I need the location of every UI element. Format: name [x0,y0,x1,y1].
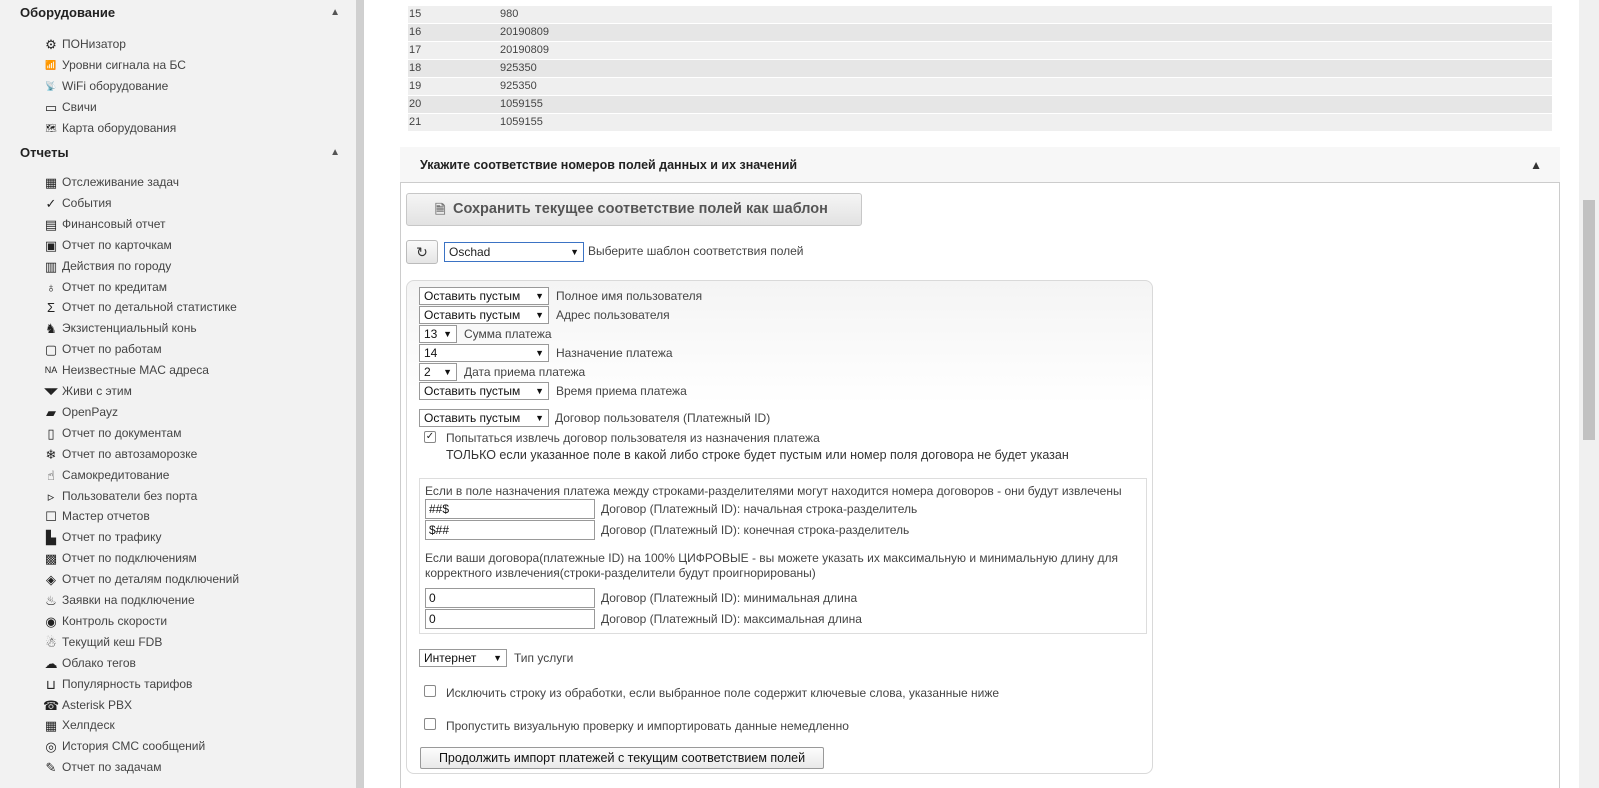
sidebar-item-label: WiFi оборудование [62,79,169,93]
connections-icon: ▩ [44,551,58,567]
table-row [408,42,1552,59]
extract-intro-text: Если в поле назначения платежа между строками-разделителями могут находится номера договоров - они будут извлечены [425,484,1122,498]
sidebar-item[interactable] [0,632,356,653]
field-value-cell: 925350 [500,80,537,92]
field-mapping-value: 13 [424,327,438,341]
sidebar-item-label: Хелпдеск [62,718,115,733]
sidebar-section-header[interactable] [0,141,364,165]
service-type-value: Интернет [424,651,477,665]
check-circle-icon: ✓ [45,195,57,211]
city-icon: ▥ [44,258,58,274]
sidebar-item[interactable] [0,486,356,507]
collapse-up-icon[interactable]: ▲ [330,7,340,18]
save-template-button[interactable] [406,193,862,226]
sidebar-item[interactable] [0,527,356,548]
sidebar-item-label: Действия по городу [62,258,172,273]
sidebar-item-label: Пользователи без порта [62,488,198,503]
save-template-icon: 🗎 [435,202,446,217]
sidebar-item[interactable] [0,590,356,611]
field-mapping-value: Оставить пустым [424,289,521,303]
field-mapping-select[interactable] [419,363,457,381]
play-icon: ▹ [47,488,55,504]
continue-import-button[interactable]: Продолжить импорт платежей с текущим соответствием полей [420,747,824,769]
template-select[interactable] [444,242,584,262]
sidebar-item[interactable] [0,172,356,193]
cards-icon: ▣ [44,237,58,253]
start-delimiter-label: Договор (Платежный ID): начальная строка-разделитель [601,502,918,516]
field-value-cell: 925350 [500,62,537,74]
sidebar-item[interactable] [0,548,356,569]
car-icon: ▙ [46,530,56,546]
sidebar-item[interactable] [0,76,356,97]
sidebar-item-label: Экзистенциальный конь [62,321,197,336]
dropdown-arrow-icon: ▼ [535,413,544,423]
dropdown-arrow-icon: ▼ [535,310,544,320]
table-row [408,24,1552,41]
min-length-input[interactable]: 0 [425,588,595,608]
table-row [408,78,1552,95]
field-mapping-value: 2 [424,365,431,379]
sidebar-item-label: Текущий кеш FDB [62,634,163,649]
extract-contract-label: Попытаться извлечь договор пользователя из назначения платежа [446,431,820,445]
sidebar-item[interactable] [0,569,356,590]
main-scrollbar[interactable] [1579,0,1599,788]
mapping-header-title: Укажите соответствие номеров полей данных и их значений [420,158,798,172]
finance-chart-icon: ▤ [44,216,58,232]
sidebar-item[interactable] [0,757,356,778]
helpdesk-icon: ▦ [44,718,58,734]
sidebar-item[interactable] [0,674,356,695]
field-mapping-value: Оставить пустым [424,384,521,398]
sunglasses-icon: ◥◤ [44,386,58,396]
sidebar-item-label: Отчет по работам [62,342,162,357]
field-number-cell: 17 [409,44,422,56]
sidebar-item-label: ПОНизатор [62,37,126,51]
field-value-cell: 20190809 [500,26,549,38]
dropdown-arrow-icon: ▼ [535,291,544,301]
field-mapping-label: Время приема платежа [556,384,687,398]
template-select-label: Выберите шаблон соответствия полей [588,244,804,258]
table-row [408,60,1552,77]
extract-contract-note: ТОЛЬКО если указанное поле в какой либо строке будет пустым или номер поля договора не будет указан [446,448,1069,462]
sidebar-item-label: Отчет по деталям подключений [62,572,240,587]
sidebar-item-label: Отчет по подключениям [62,551,197,566]
sms-icon: ◎ [45,739,57,755]
exclude-rows-checkbox[interactable] [424,685,436,697]
field-mapping-value: 14 [424,346,438,360]
refresh-template-button[interactable] [406,240,438,264]
sidebar-item[interactable] [0,34,356,55]
field-mapping-label: Дата приема платежа [464,365,586,379]
basket-icon: ⊔ [45,676,57,692]
field-mapping-label: Полное имя пользователя [556,289,703,303]
sidebar-item-label: Неизвестные MAC адреса [62,363,209,378]
max-length-input[interactable]: 0 [425,609,595,629]
field-mapping-select[interactable] [419,344,549,362]
horse-icon: ♞ [45,321,57,337]
field-mapping-label: Назначение платежа [556,346,673,360]
sidebar-section-title: Отчеты [20,145,69,160]
table-row [408,96,1552,113]
table-row [408,6,1552,23]
dropdown-arrow-icon: ▼ [493,653,502,663]
main-scrollbar-thumb[interactable] [1583,200,1595,440]
field-number-cell: 16 [409,26,422,38]
sidebar-item-label: Самокредитование [62,467,170,482]
sidebar-item-label: Популярность тарифов [62,676,193,691]
max-length-label: Договор (Платежный ID): максимальная длина [601,612,862,626]
dropdown-arrow-icon: ▼ [443,367,452,377]
sidebar-item[interactable] [0,506,356,527]
field-number-cell: 19 [409,80,422,92]
template-select-value: Oschad [449,245,491,259]
sidebar-item-label: Мастер отчетов [62,509,150,524]
tag-icon: ◈ [46,572,56,588]
cloud-icon: ☁ [44,655,58,671]
field-number-cell: 21 [409,116,422,128]
collapse-up-icon[interactable]: ▲ [330,147,340,158]
sidebar-item-label: Живи с этим [62,384,132,398]
service-type-select[interactable] [419,649,507,667]
documents-icon: ▯ [47,425,55,441]
sidebar-item[interactable] [0,297,356,318]
extract-contract-checkbox[interactable]: ✓ [425,431,435,442]
sidebar-item[interactable] [0,118,356,139]
dropdown-arrow-icon: ▼ [570,247,579,257]
pon-icon: ⚙ [45,37,57,52]
snowflake-icon: ❄ [45,446,57,462]
sidebar-section-header[interactable] [0,1,364,25]
sidebar-item-label: Свичи [62,100,97,114]
field-mapping-label: Адрес пользователя [556,308,670,322]
sidebar-item[interactable] [0,465,356,486]
sidebar-item-label: События [62,195,112,210]
save-template-label: Сохранить текущее соответствие полей как шаблон [453,201,828,217]
sidebar-item-label: Отчет по задачам [62,760,162,775]
sidebar-item[interactable] [0,715,356,736]
sidebar-item[interactable] [0,402,356,423]
field-value-cell: 1059155 [500,116,543,128]
field-mapping-value: Оставить пустым [424,308,521,322]
sidebar-item[interactable] [0,611,356,632]
extract-settings-box [419,478,1147,634]
sidebar-item[interactable] [0,277,356,298]
sidebar-item[interactable] [0,736,356,757]
field-number-cell: 20 [409,98,422,110]
sidebar-item[interactable] [0,423,356,444]
skip-check-label: Пропустить визуальную проверку и импортировать данные немедленно [446,719,849,733]
sidebar-item[interactable] [0,97,356,118]
sidebar-item[interactable] [0,235,356,256]
sidebar-scrollbar[interactable] [356,0,364,788]
sidebar-item-label: Заявки на подключение [62,593,195,607]
field-number-cell: 15 [409,8,422,20]
sigma-icon: Σ [46,300,56,316]
sidebar-item[interactable] [0,318,356,339]
skip-check-checkbox[interactable] [424,718,436,730]
wallet-icon: ▰ [46,404,56,420]
sidebar-item[interactable] [0,381,356,402]
sidebar [0,0,364,788]
end-delimiter-input[interactable]: $## [425,520,595,540]
credit-icon: ♁ [46,279,56,295]
sidebar-item-label: Отчет по трафику [62,530,162,545]
switch-icon: ▭ [44,100,58,115]
collapse-up-icon[interactable]: ▲ [1530,158,1542,172]
sidebar-item[interactable] [0,256,356,277]
field-value-cell: 20190809 [500,44,549,56]
dropdown-arrow-icon: ▼ [535,348,544,358]
end-delimiter-label: Договор (Платежный ID): конечная строка-разделитель [601,523,910,537]
phone-icon: ☎ [43,697,60,713]
hand-icon: ☝ [47,467,55,483]
contract-field-label: Договор пользователя (Платежный ID) [555,411,771,425]
sidebar-item-label: Финансовый отчет [62,216,166,231]
contract-field-select[interactable] [419,409,549,427]
digital-contract-note: Если ваши договора(платежные ID) на 100% ЦИФРОВЫЕ - вы можете указать их максимальную и минимальную длину для корректного извлечения(строки-разделители будут проигнорированы) [425,551,1118,580]
na-icon: NA [44,365,58,376]
map-icon: 🗺 [45,123,57,133]
sidebar-item-label: Уровни сигнала на БС [62,58,186,72]
min-length-label: Договор (Платежный ID): минимальная длина [601,591,858,605]
sidebar-section-title: Оборудование [20,5,116,20]
field-mapping-select[interactable] [419,287,549,305]
main-content [400,0,1560,788]
sidebar-item-label: Asterisk PBX [62,697,133,712]
sidebar-item[interactable] [0,55,356,76]
field-mapping-label: Сумма платежа [464,327,552,341]
sidebar-item-label: OpenPayz [62,404,119,419]
sidebar-item[interactable] [0,653,356,674]
field-value-cell: 980 [500,8,519,20]
sidebar-item[interactable] [0,339,356,360]
speed-icon: ◉ [45,613,57,629]
works-icon: ▢ [44,342,58,358]
sidebar-item-label: Отчет по автозаморозке [62,446,198,461]
sidebar-item-label: Отслеживание задач [62,175,180,189]
refresh-icon: ↻ [416,244,428,260]
gingerbread-icon: ☃ [45,634,57,650]
tasks-icon: ▦ [44,175,58,190]
dropdown-arrow-icon: ▼ [535,386,544,396]
mapping-section-header[interactable] [400,147,1560,183]
sidebar-item[interactable] [0,193,356,214]
sidebar-item-label: Облако тегов [62,655,136,670]
sidebar-item-label: Отчет по детальной статистике [62,300,237,315]
sidebar-item-label: Карта оборудования [62,121,177,135]
field-mapping-select[interactable] [419,306,549,324]
contract-field-value: Оставить пустым [424,411,521,425]
antenna-icon: 📶 [45,60,57,70]
start-delimiter-input[interactable]: ##$ [425,499,595,519]
dropdown-arrow-icon: ▼ [443,329,452,339]
sidebar-item[interactable] [0,444,356,465]
wifi-antenna-icon: 📡 [45,81,57,91]
sidebar-item[interactable] [0,360,356,381]
sidebar-item[interactable] [0,695,356,716]
table-row [408,114,1552,131]
wizard-icon: ☐ [45,509,57,525]
sidebar-item-label: История СМС сообщений [62,739,206,754]
field-value-cell: 1059155 [500,98,543,110]
field-mapping-select[interactable] [419,325,457,343]
service-type-label: Тип услуги [514,651,574,665]
exclude-rows-label: Исключить строку из обработки, если выбранное поле содержит ключевые слова, указанные ниже [446,686,1000,700]
sidebar-item-label: Контроль скорости [62,613,168,628]
field-mapping-select[interactable] [419,382,549,400]
sidebar-item[interactable] [0,214,356,235]
sidebar-item-label: Отчет по карточкам [62,237,172,252]
field-number-cell: 18 [409,62,422,74]
sidebar-item-label: Отчет по документам [62,425,182,440]
fire-icon: ♨ [45,593,57,608]
mapping-form-panel [406,280,1153,774]
tasks-pencil-icon: ✎ [45,760,57,776]
sidebar-item-label: Отчет по кредитам [62,279,168,294]
